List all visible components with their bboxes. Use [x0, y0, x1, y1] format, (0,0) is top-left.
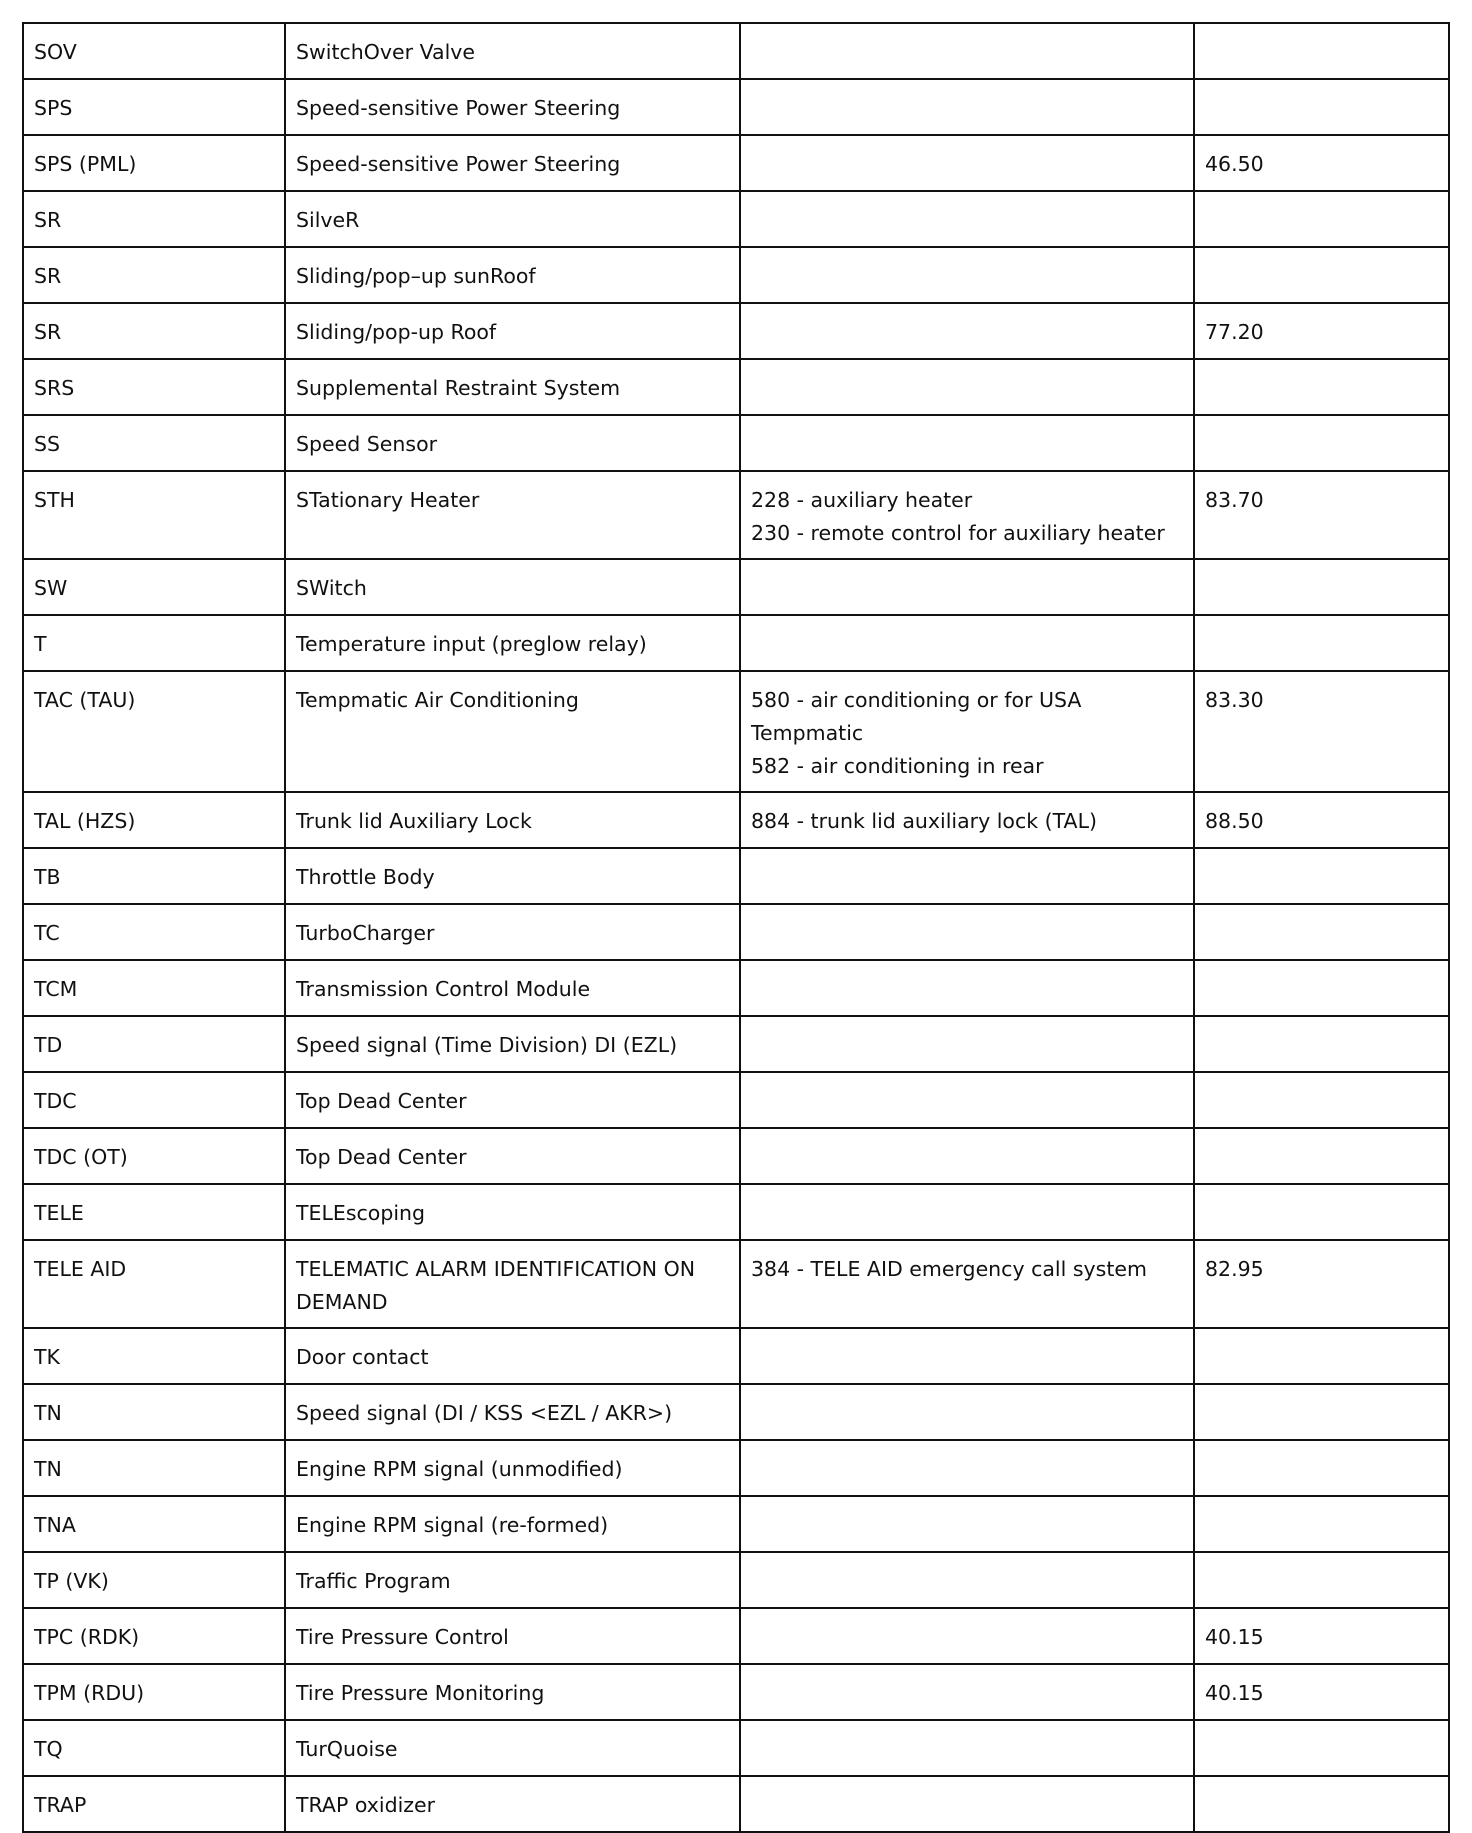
table-row — [23, 1608, 1449, 1664]
meaning-cell: Trunk lid Auxiliary Lock — [285, 792, 740, 848]
code-cell — [740, 1016, 1194, 1072]
table-row — [23, 23, 1449, 79]
abbreviation-cell: SR — [23, 247, 285, 303]
table-row — [23, 671, 1449, 792]
reference-cell — [1194, 1128, 1449, 1184]
meaning-cell: TurboCharger — [285, 904, 740, 960]
table-row — [23, 1440, 1449, 1496]
reference-cell — [1194, 359, 1449, 415]
code-cell — [740, 247, 1194, 303]
meaning-cell: Sliding/pop-up Roof — [285, 303, 740, 359]
code-cell — [740, 1552, 1194, 1608]
code-cell — [740, 1720, 1194, 1776]
table-row — [23, 79, 1449, 135]
reference-cell — [1194, 1776, 1449, 1832]
table-row — [23, 1240, 1449, 1328]
abbreviation-cell: TP (VK) — [23, 1552, 285, 1608]
table-row — [23, 559, 1449, 615]
code-cell — [740, 1240, 1194, 1328]
reference-cell — [1194, 191, 1449, 247]
code-line: 228 - auxiliary heater — [751, 488, 973, 512]
reference-cell — [1194, 1072, 1449, 1128]
table-row — [23, 471, 1449, 559]
code-cell — [740, 1776, 1194, 1832]
meaning-cell: TRAP oxidizer — [285, 1776, 740, 1832]
reference-cell: 40.15 — [1194, 1664, 1449, 1720]
reference-cell — [1194, 23, 1449, 79]
meaning-cell: Speed-sensitive Power Steering — [285, 135, 740, 191]
code-line: Tempmatic — [751, 721, 864, 745]
reference-cell: 77.20 — [1194, 303, 1449, 359]
meaning-cell: TELEMATIC ALARM IDENTIFICATION ON DEMAND — [285, 1240, 740, 1328]
meaning-cell: Tempmatic Air Conditioning — [285, 671, 740, 792]
abbreviation-cell: TN — [23, 1440, 285, 1496]
reference-cell — [1194, 1184, 1449, 1240]
code-line: 582 - air conditioning in rear — [751, 754, 1044, 778]
table-row — [23, 1384, 1449, 1440]
table-row — [23, 359, 1449, 415]
abbreviation-cell: SR — [23, 191, 285, 247]
reference-cell — [1194, 904, 1449, 960]
code-cell — [740, 79, 1194, 135]
abbreviation-cell: TCM — [23, 960, 285, 1016]
abbreviation-cell: TDC — [23, 1072, 285, 1128]
meaning-cell: Throttle Body — [285, 848, 740, 904]
abbreviation-cell: TRAP — [23, 1776, 285, 1832]
abbreviation-cell: TDC (OT) — [23, 1128, 285, 1184]
code-cell — [740, 1664, 1194, 1720]
table-row — [23, 1072, 1449, 1128]
code-cell — [740, 1072, 1194, 1128]
abbreviation-cell: SOV — [23, 23, 285, 79]
abbreviation-cell: SPS (PML) — [23, 135, 285, 191]
meaning-cell: Sliding/pop–up sunRoof — [285, 247, 740, 303]
code-cell — [740, 615, 1194, 671]
code-cell — [740, 1328, 1194, 1384]
abbreviation-cell: SPS — [23, 79, 285, 135]
table-row — [23, 1328, 1449, 1384]
reference-cell — [1194, 1440, 1449, 1496]
abbreviation-cell: TELE AID — [23, 1240, 285, 1328]
meaning-cell: TurQuoise — [285, 1720, 740, 1776]
meaning-cell: Tire Pressure Control — [285, 1608, 740, 1664]
code-cell — [740, 671, 1194, 792]
reference-cell — [1194, 1496, 1449, 1552]
table-row — [23, 415, 1449, 471]
meaning-cell: TELEscoping — [285, 1184, 740, 1240]
meaning-cell: Door contact — [285, 1328, 740, 1384]
table-row — [23, 960, 1449, 1016]
code-cell — [740, 415, 1194, 471]
abbreviation-cell: SW — [23, 559, 285, 615]
abbreviation-cell: TAC (TAU) — [23, 671, 285, 792]
abbreviation-cell: TK — [23, 1328, 285, 1384]
reference-cell — [1194, 1328, 1449, 1384]
code-cell — [740, 135, 1194, 191]
table-row — [23, 792, 1449, 848]
abbreviation-cell: T — [23, 615, 285, 671]
table-row — [23, 904, 1449, 960]
reference-cell: 40.15 — [1194, 1608, 1449, 1664]
code-cell — [740, 359, 1194, 415]
reference-cell: 82.95 — [1194, 1240, 1449, 1328]
code-cell — [740, 471, 1194, 559]
meaning-cell: Speed-sensitive Power Steering — [285, 79, 740, 135]
reference-cell — [1194, 1720, 1449, 1776]
abbreviation-cell: TQ — [23, 1720, 285, 1776]
meaning-cell: STationary Heater — [285, 471, 740, 559]
meaning-cell: Temperature input (preglow relay) — [285, 615, 740, 671]
meaning-cell: Top Dead Center — [285, 1128, 740, 1184]
code-cell — [740, 960, 1194, 1016]
code-cell — [740, 559, 1194, 615]
meaning-cell: SilveR — [285, 191, 740, 247]
table-row — [23, 191, 1449, 247]
code-cell — [740, 1608, 1194, 1664]
table-row — [23, 247, 1449, 303]
reference-cell — [1194, 79, 1449, 135]
reference-cell — [1194, 415, 1449, 471]
table-row — [23, 848, 1449, 904]
code-line: 580 - air conditioning or for USA — [751, 688, 1082, 712]
table-body — [23, 23, 1449, 1832]
reference-cell — [1194, 848, 1449, 904]
reference-cell: 88.50 — [1194, 792, 1449, 848]
meaning-cell: Speed signal (DI / KSS <EZL / AKR>) — [285, 1384, 740, 1440]
meaning-cell: Tire Pressure Monitoring — [285, 1664, 740, 1720]
abbreviation-cell: TAL (HZS) — [23, 792, 285, 848]
code-cell — [740, 848, 1194, 904]
reference-cell — [1194, 1384, 1449, 1440]
table-row — [23, 303, 1449, 359]
abbreviation-table — [22, 22, 1450, 1833]
reference-cell — [1194, 615, 1449, 671]
meaning-cell: Engine RPM signal (re-formed) — [285, 1496, 740, 1552]
abbreviation-cell: SR — [23, 303, 285, 359]
table-row — [23, 1720, 1449, 1776]
meaning-cell: Traffic Program — [285, 1552, 740, 1608]
reference-cell: 83.70 — [1194, 471, 1449, 559]
code-cell — [740, 1440, 1194, 1496]
reference-cell — [1194, 1552, 1449, 1608]
reference-cell: 83.30 — [1194, 671, 1449, 792]
abbreviation-cell: SRS — [23, 359, 285, 415]
abbreviation-cell: TPC (RDK) — [23, 1608, 285, 1664]
table-row — [23, 1496, 1449, 1552]
reference-cell — [1194, 247, 1449, 303]
code-cell — [740, 792, 1194, 848]
abbreviation-cell: SS — [23, 415, 285, 471]
meaning-cell: Engine RPM signal (unmodified) — [285, 1440, 740, 1496]
table-row — [23, 1552, 1449, 1608]
code-cell — [740, 23, 1194, 79]
abbreviation-cell: TB — [23, 848, 285, 904]
reference-cell — [1194, 960, 1449, 1016]
abbreviation-cell: TNA — [23, 1496, 285, 1552]
meaning-cell: Top Dead Center — [285, 1072, 740, 1128]
table-row — [23, 1776, 1449, 1832]
table-row — [23, 1184, 1449, 1240]
table-row — [23, 1664, 1449, 1720]
reference-cell — [1194, 1016, 1449, 1072]
code-line: 884 - trunk lid auxiliary lock (TAL) — [751, 809, 1097, 833]
abbreviation-cell: TC — [23, 904, 285, 960]
code-cell — [740, 1384, 1194, 1440]
meaning-cell: Supplemental Restraint System — [285, 359, 740, 415]
meaning-cell: Transmission Control Module — [285, 960, 740, 1016]
meaning-cell: SWitch — [285, 559, 740, 615]
code-line: 230 - remote control for auxiliary heater — [751, 521, 1165, 545]
code-cell — [740, 1184, 1194, 1240]
reference-cell: 46.50 — [1194, 135, 1449, 191]
meaning-cell: SwitchOver Valve — [285, 23, 740, 79]
table-row — [23, 615, 1449, 671]
abbreviation-cell: STH — [23, 471, 285, 559]
code-cell — [740, 191, 1194, 247]
abbreviation-cell: TD — [23, 1016, 285, 1072]
code-line: 384 - TELE AID emergency call system — [751, 1257, 1147, 1281]
meaning-cell: Speed Sensor — [285, 415, 740, 471]
table-row — [23, 135, 1449, 191]
abbreviation-cell: TN — [23, 1384, 285, 1440]
abbreviation-cell: TELE — [23, 1184, 285, 1240]
table-row — [23, 1128, 1449, 1184]
table-row — [23, 1016, 1449, 1072]
abbreviation-cell: TPM (RDU) — [23, 1664, 285, 1720]
meaning-cell: Speed signal (Time Division) DI (EZL) — [285, 1016, 740, 1072]
code-cell — [740, 904, 1194, 960]
code-cell — [740, 1128, 1194, 1184]
reference-cell — [1194, 559, 1449, 615]
code-cell — [740, 303, 1194, 359]
code-cell — [740, 1496, 1194, 1552]
